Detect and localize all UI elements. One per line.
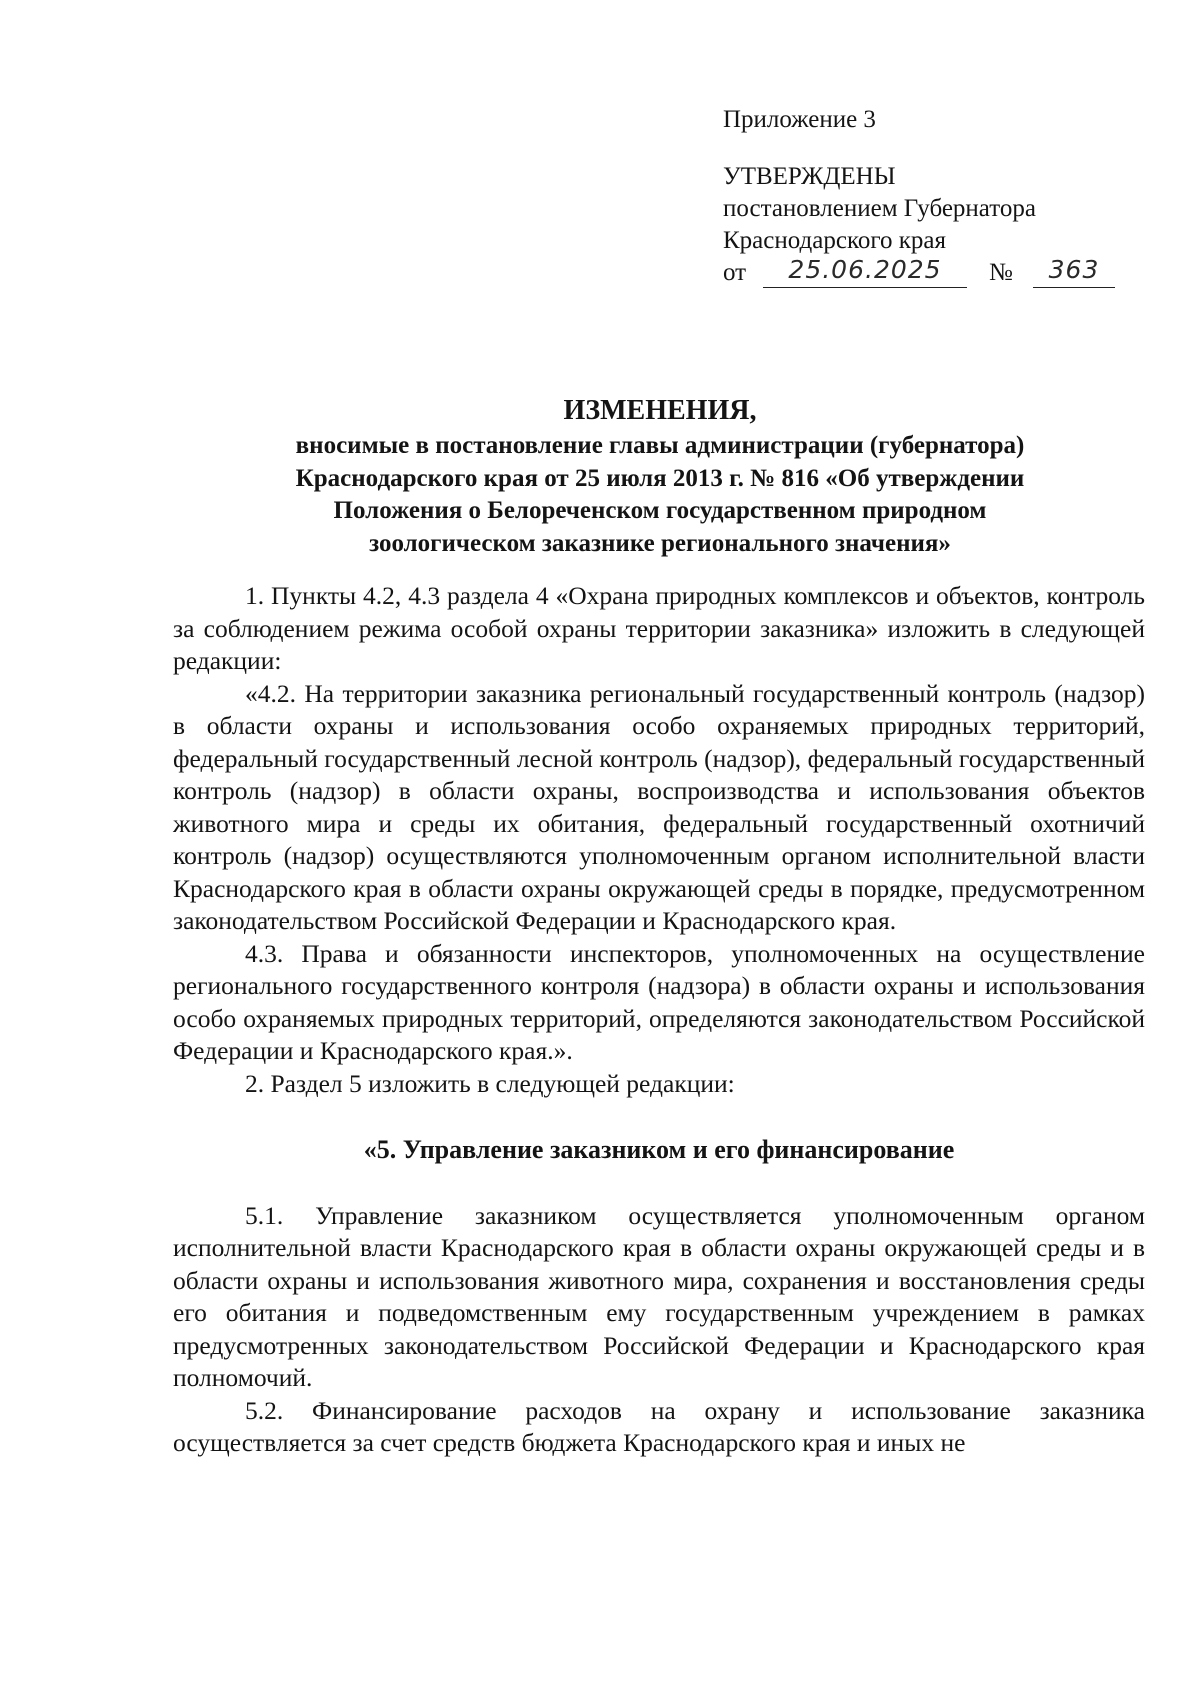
document-heading — [170, 395, 1150, 560]
approved-label: УТВЕРЖДЕНЫ — [723, 163, 896, 190]
date-prefix: от — [723, 259, 747, 286]
paragraph-1: 1. Пункты 4.2, 4.3 раздела 4 «Охрана природных комплексов и объектов, контроль за соблюдением режима особой охраны территории заказника» изложить в следующей редакции: — [173, 581, 1145, 675]
heading-line-4: зоологическом заказнике регионального значения» — [369, 529, 951, 557]
paragraph-2: 2. Раздел 5 изложить в следующей редакции: — [245, 1068, 735, 1098]
approved-by-region-line: Краснодарского края — [723, 227, 946, 254]
paragraph-4-2: «4.2. На территории заказника региональный государственный контроль (надзор) в области охраны и использования особо охраняемых природных территорий, федеральный государственный лесной контроль (надзор), федеральный государственный контроль (надзор) в области охраны, воспроизводства и использования объектов животного мира и среды их обитания, федеральный государственный охотничий контроль (надзор) осуществляются уполномоченным органом исполнительной власти Краснодарского края в области охраны окружающей среды в порядке, предусмотренном законодательством Российской Федерации и Краснодарского края. — [173, 678, 1145, 935]
paragraph-5-2: 5.2. Финансирование расходов на охрану и использование заказника осуществляется за счет средств бюджета Краснодарского края и иных не — [173, 1395, 1145, 1457]
heading-line-3: Положения о Белореченском государственном природном — [333, 497, 987, 524]
handwritten-number: 363 — [1033, 253, 1115, 288]
document-body — [173, 580, 1145, 1460]
approval-block — [723, 104, 1143, 289]
appendix-label: Приложение 3 — [723, 106, 876, 133]
approved-by-line: постановлением Губернатора — [723, 195, 1036, 222]
paragraph-4-3: 4.3. Права и обязанности инспекторов, уполномоченных на осуществление регионального государственного контроля (надзора) в области охраны и использования особо охраняемых природных территорий, определяются законодательством Российской Федерации и Краснодарского края.». — [173, 938, 1145, 1065]
document-title: ИЗМЕНЕНИЯ, — [563, 395, 757, 426]
heading-line-1: вносимые в постановление главы администрации (губернатора) — [295, 432, 1025, 459]
section-5-title: «5. Управление заказником и его финансирование — [363, 1135, 955, 1164]
date-number-line — [723, 257, 1143, 289]
paragraph-5-1: 5.1. Управление заказником осуществляется уполномоченным органом исполнительной власти Краснодарского края в области охраны окружающей среды и в области охраны и использования животного мира, сохранения и восстановления среды его обитания и подведомственным ему государственным учреждением в рамках предусмотренных законодательством Российской Федерации и Краснодарского края полномочий. — [173, 1200, 1145, 1392]
number-sign: № — [989, 259, 1013, 286]
heading-line-2: Краснодарского края от 25 июля 2013 г. № 816 «Об утверждении — [295, 464, 1025, 492]
handwritten-date: 25.06.2025 — [763, 253, 967, 288]
